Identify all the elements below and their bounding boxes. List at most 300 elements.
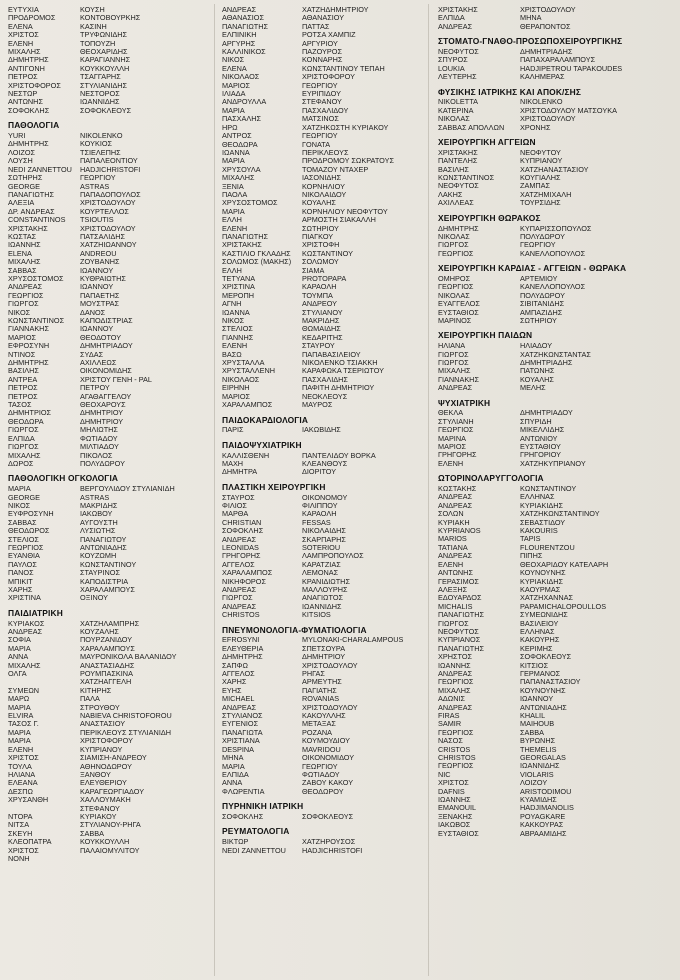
last-name: ΒΥΡΩΝΗΣ (520, 736, 556, 746)
last-name: ΧΑΤΖΗΚΩΝΣΤΑΝΤΑΣ (520, 349, 591, 359)
last-name: ΚΩΣΤΑΝΤΙΝΟΥ (302, 248, 353, 258)
specialty-section (438, 37, 674, 81)
first-name: ΤΑΣΟΣ (8, 400, 32, 410)
first-name: ΓΕΩΡΓΙΟΣ (438, 425, 474, 435)
specialty-section (438, 138, 674, 208)
first-name: ΑΝΔΡΕΑΣ (438, 21, 473, 31)
first-name: ΝΟΝΗ (8, 853, 30, 863)
last-name: POYAGKARE (520, 811, 566, 821)
last-name: ΚΟΥΖΑΛΗΣ (80, 627, 119, 637)
last-name: ΔΙΟΡΙΤΟΥ (302, 467, 337, 477)
first-name: ΛΟΥΣΗ (8, 156, 33, 166)
last-name: ΣΤΥΛΙΑΝΟΥ (302, 307, 343, 317)
last-name: ΦΩΤΙΑΔΟΥ (302, 769, 340, 779)
first-name: ΜΕΡΟΠΗ (222, 290, 255, 300)
last-name: ΠΙΠΗΣ (520, 551, 543, 561)
specialty-heading: ΠΑΘΟΛΟΓΙΚΗ ΟΓΚΟΛΟΓΙΑ (8, 473, 119, 484)
last-name: ΠΑΠΑΛΕΟΝΤΙΟΥ (80, 156, 138, 166)
last-name: ΜΑΚΡΙΔΗΣ (302, 316, 340, 326)
last-name: ΑΝΤΩΝΙΟΥ (520, 433, 558, 443)
specialty-section (8, 121, 212, 468)
last-name: ΓΕΩΡΓΙΟΥ (302, 131, 338, 141)
last-name: ΚΟΥΚΚΟΥΛΛΗ (80, 837, 130, 847)
doctor-entry (438, 720, 674, 728)
first-name: ΙΑΚΩΒΟΣ (438, 820, 471, 830)
last-name: ΑΒΡΑΑΜΙΔΗΣ (520, 828, 567, 838)
first-name: ΑΝΔΡΕΑΣ (438, 383, 473, 393)
last-name: ΣΙΒΙΤΑΝΙΔΗΣ (520, 299, 565, 309)
last-name: ΜΙΛΤΙΑΔΟΥ (80, 442, 119, 452)
last-name: ΤΟΠΟΥΖΗ (80, 38, 116, 48)
last-name: HADJICHRISTOFI (80, 164, 141, 174)
first-name: ΠΑΝΑΓΙΩΤΗΣ (222, 231, 269, 241)
doctor-entry (8, 460, 212, 468)
first-name: ΠΑΡΙΣ (222, 425, 244, 435)
last-name: ΚΑΚΟΥΛΛΗΣ (302, 711, 346, 721)
first-name: ΜΑΡΙΑ (222, 156, 245, 166)
first-name: ΜΑΡΘΑ (222, 509, 249, 519)
last-name: ΣΑΒΒΑ (80, 828, 104, 838)
last-name: ΧΡΙΣΤΟΦΗ (302, 240, 340, 250)
first-name: ΧΡΙΣΤΟΣ (8, 845, 39, 855)
last-name: ΠΑΓΙΑΤΗΣ (302, 685, 337, 695)
first-name: ΝΤΙΝΟΣ (8, 349, 36, 359)
last-name: ΑΝΑΣΤΑΣΙΑΔΗΣ (80, 660, 135, 670)
last-name: GEORGALAS (520, 753, 566, 763)
first-name: ΣΩΤΗΡΗΣ (8, 173, 43, 183)
first-name: ΣΟΛΩΜΟΣ (ΜΑΚΗΣ) (222, 257, 292, 267)
first-name: ΜΑΧΗ (222, 458, 244, 468)
first-name: LEONIDAS (222, 542, 259, 552)
last-name: ΣΠΥΡΙΔΗ (520, 416, 552, 426)
first-name: ΣΤΑΥΡΟΣ (222, 492, 255, 502)
last-name: ΠΑΖΟΥΡΟΣ (302, 47, 342, 57)
last-name: ΠΡΟΔΡΟΜΟΥ ΣΩΚΡΑΤΟΥΣ (302, 156, 394, 166)
last-name: ΣΤΕΦΑΝΟΥ (80, 803, 120, 813)
last-name: ΕΛΛΗΝΑΣ (520, 626, 555, 636)
last-name: ΚΟΥΣΗ (80, 5, 105, 14)
doctor-entry (222, 788, 426, 796)
first-name: ΓΙΩΡΓΟΣ (438, 349, 469, 359)
last-name: ΟΙΚΟΝΟΜΟΥ (302, 492, 348, 502)
last-name: ΡΗΓΑΣ (302, 669, 325, 679)
first-name: KYPRIANOS (438, 526, 481, 536)
first-name: GEORGE (8, 492, 41, 502)
first-name: ΧΡΗΣΤΟΣ (438, 652, 473, 662)
first-name: ΜΑΡΙΟΣ (8, 332, 37, 342)
specialty-section (438, 6, 674, 31)
first-name: ΣΑΠΦΩ (222, 660, 248, 670)
first-name: ΓΙΩΡΓΟΣ (222, 593, 253, 603)
last-name: ΚΩΝΣΤΑΝΤΙΝΟΥ (80, 559, 137, 569)
last-name: ΟΞΙΝΟΥ (80, 593, 109, 603)
last-name: ASTRAS (80, 181, 110, 191)
first-name: ΑΝΔΡΕΑΣ (8, 627, 43, 637)
first-name: EFROSYNI (222, 635, 260, 645)
first-name: ΣΟΦΟΚΛΗΣ (222, 526, 264, 536)
last-name: ΠΑΤΣΑΛΙΔΗΣ (80, 231, 125, 241)
first-name: ΣΑΒΒΑΣ (8, 517, 37, 527)
first-name: ΑΝΝΑ (222, 778, 243, 788)
last-name: ΧΡΙΣΤΟΔΟΥΛΟΥ (302, 702, 358, 712)
last-name: ΝΙΚΟΛΑΙΔΗΣ (302, 526, 346, 536)
last-name: ΛΑΜΠΡΟΠΟΥΛΟΣ (302, 551, 364, 561)
last-name: ΚΟΥΚΚΟΥΛΛΗ (80, 63, 130, 73)
first-name: ΙΩΑΝΝΗΣ (438, 660, 471, 670)
first-name: ΓΕΡΑΣΙΜΟΣ (438, 576, 479, 586)
first-name: ΣΑΒΒΑΣ (8, 265, 37, 275)
last-name: ΠΑΠΑΔΟΠΟΥΛΟΣ (80, 189, 141, 199)
first-name: ΝΙΚΟΣ (222, 55, 245, 65)
last-name: ΦΙΛΙΠΠΟΥ (302, 500, 338, 510)
last-name: ΔΗΜΗΤΡΙΟΥ (302, 652, 346, 662)
first-name: ΜΙΧΑΛΗΣ (8, 257, 41, 267)
first-name: ΒΑΣΙΛΗΣ (8, 366, 39, 376)
last-name: ΙΩΑΝΝΟΥ (80, 265, 114, 275)
first-name: ΛΟΙΖΟΣ (8, 147, 36, 157)
first-name: ΚΛΕΟΠΑΤΡΑ (8, 837, 52, 847)
last-name: ΝΙΚΟΛΕΝΚΟ ΤΣΙΑΚΚΗ (302, 358, 378, 368)
first-name: ΑΝΤΡΟΣ (222, 131, 252, 141)
specialty-section (222, 6, 426, 410)
specialty-heading: ΧΕΙΡΟΥΡΓΙΚΗ ΑΓΓΕΙΩΝ (438, 137, 536, 148)
last-name: ΧΑΤΖΗΑΓΓΕΛΗ (80, 677, 132, 687)
first-name: ΑΝΔΡΟΥΛΛΑ (222, 97, 267, 107)
last-name: SOTERIOU (302, 542, 341, 552)
first-name: ΕΛΕΝΗ (438, 559, 464, 569)
first-name: ΧΡΥΣΟΣΤΟΜΟΣ (8, 273, 64, 283)
doctor-entry (438, 317, 674, 325)
last-name: ΕΥΡΙΠΙΔΟΥ (302, 89, 341, 99)
last-name: ΠΟΥΡΖΑΝΙΔΟΥ (80, 635, 133, 645)
last-name: ΔΗΜΗΤΡΙΑΔΗΣ (520, 357, 573, 367)
last-name: ΚΟΥΜΟΥΔΙΟΥ (302, 736, 351, 746)
first-name: ΜΑΡΙΑ (222, 761, 245, 771)
first-name: ΜΑΡΙΑ (8, 736, 31, 746)
last-name: ΙΩΑΝΝΟΥ (520, 694, 554, 704)
last-name: ΣΟΦΟΚΛΕΟΥΣ (520, 652, 572, 662)
first-name: ΘΕΟΔΩΡΑ (8, 416, 44, 426)
first-name: ΘΕΟΔΩΡΑ (222, 139, 258, 149)
first-name: ΑΝΔΡΕΑΣ (222, 534, 257, 544)
column-2 (222, 6, 426, 860)
last-name: ΛΥΣΙΩΤΗΣ (80, 526, 116, 536)
first-name: ΤΕΤΥΑΝΑ (222, 274, 256, 283)
last-name: HADJIMANOLIS (520, 803, 574, 813)
first-name: ΕΥΦΡΟΣΥΝΗ (8, 509, 54, 519)
first-name: ΞΕΝΙΑ (222, 181, 244, 191)
first-name: ΜΑΡΙΑ (8, 484, 31, 494)
first-name: ΠΑΥΛΟΣ (8, 559, 37, 569)
last-name: MAVRIDOU (302, 744, 341, 754)
last-name: ΧΡΙΣΤΟΔΟΥΛΟΥ (302, 660, 358, 670)
last-name: ΚΑΚΟΥΡΗΣ (520, 635, 560, 645)
specialty-heading: ΩΤΟΡΙΝΟΛΑΡΥΓΓΟΛΟΓΙΑ (438, 473, 544, 484)
doctor-entry (438, 250, 674, 258)
last-name: ΠΟΛΥΔΩΡΟΥ (520, 290, 565, 300)
last-name: ΧΡΙΣΤΟΔΟΥΛΟΥ (80, 223, 136, 233)
first-name: ΚΩΣΤΑΚΗΣ (438, 484, 477, 494)
last-name: ΑΧΙΛΛΕΩΣ (80, 358, 117, 368)
first-name: ΜΑΡΙΝΑ (438, 433, 466, 443)
last-name: ΦΩΤΙΑΔΟΥ (80, 433, 118, 443)
first-name: ΝΑΣΟΣ (438, 736, 463, 746)
last-name: ΣΟΦΟΚΛΕΟΥΣ (80, 105, 132, 115)
first-name: CHRISTIAN (222, 517, 262, 527)
first-name: LOUKIA (438, 63, 465, 73)
specialty-section (438, 474, 674, 838)
specialty-heading: ΠΑΙΔΟΨΥΧΙΑΤΡΙΚΗ (222, 439, 302, 450)
last-name: ΧΑΛΛΟΥΜΑΚΗ (80, 795, 131, 805)
last-name: ΠΑΠΑΒΑΣΙΛΕΙΟΥ (302, 349, 361, 359)
last-name: ΣΠΕΤΣΟΥΡΑ (302, 643, 346, 653)
last-name: ΚΩΝΣΤΑΝΤΙΝΟΥ ΤΕΠΑΗ (302, 63, 385, 73)
first-name: ΑΝΔΡΕΑΣ (438, 500, 473, 510)
last-name: ΧΑΤΖΗΜΙΧΑΛΗ (520, 189, 572, 199)
first-name: ΕΛΠΙΔΑ (8, 433, 35, 443)
first-name: ΧΡΥΣΤΑΛΛΕΝΗ (222, 366, 276, 376)
first-name: ΧΡΙΣΤΙΑΝΑ (222, 736, 260, 746)
last-name: MAIHOUB (520, 719, 555, 729)
specialty-section (438, 331, 674, 392)
first-name: ΓΕΩΡΓΙΟΣ (8, 290, 44, 300)
first-name: ΝΙΚΟΛΑΣ (438, 114, 470, 124)
last-name: ΓΕΩΡΓΙΟΥ (520, 240, 556, 250)
first-name: ΓΙΑΝΝΑΚΗΣ (438, 374, 479, 384)
first-name: ΑΝΔΡΕΑΣ (222, 584, 257, 594)
first-name: ΠΑΝΑΓΙΩΤΗΣ (8, 189, 55, 199)
first-name: ΔΗΜΗΤΡΗΣ (8, 358, 49, 368)
last-name: ΜΟΥΣΤΡΑΣ (80, 299, 120, 309)
first-name: ΕΛΕΑΝΑ (8, 778, 38, 788)
last-name: ΜΗΛΙΩΤΗΣ (80, 425, 118, 435)
last-name: ΓΕΡΜΑΝΟΣ (520, 668, 561, 678)
first-name: ELENA (8, 248, 32, 258)
last-name: ΚΡΑΝΙΔΙΩΤΗΣ (302, 576, 350, 586)
last-name: ΠΑΝΑΓΙΩΤΟΥ (80, 534, 127, 544)
first-name: ΠΑΝΑΓΙΩΤΑ (222, 727, 263, 737)
first-name: ΓΙΩΡΓΟΣ (438, 240, 469, 250)
last-name: ASTRAS (80, 492, 110, 502)
first-name: ΑΓΓΕΛΟΣ (222, 559, 255, 569)
last-name: ΑΝΔΡΕΟΥ (302, 299, 338, 309)
last-name: ΘΕΟΧΑΡΙΔΗΣ (80, 47, 128, 57)
first-name: ΕΛΕΝΑ (222, 63, 247, 73)
first-name: ΕΛΕΝΗ (222, 223, 248, 233)
doctor-entry (8, 376, 212, 384)
first-name: ΕΥΤΥΧΙΑ (8, 5, 39, 14)
last-name: ΚΟΡΝΗΛΙΟΥ (302, 181, 345, 191)
last-name: ΚΙΤΣΙΟΣ (520, 660, 549, 670)
first-name: ΝΙΚΟΛΑΣ (438, 290, 470, 300)
last-name: ΠΟΛΥΔΩΡΟΥ (520, 231, 565, 241)
doctor-entry (438, 6, 674, 14)
doctor-entry (8, 342, 212, 350)
last-name: ΚΑΡΑΤΖΙΑΣ (302, 559, 341, 569)
doctor-entry (8, 821, 212, 829)
doctor-entry (8, 14, 212, 22)
specialty-section (8, 474, 212, 602)
last-name: ΜΑΤΣΙΝΟΣ (302, 114, 339, 124)
first-name: ΜΑΡΙΑ (222, 105, 245, 115)
last-name: ΓΕΩΡΓΙΟΥ (302, 761, 338, 771)
first-name: ΣΤΕΛΙΟΣ (8, 534, 39, 544)
first-name: ΓΙΑΝΝΑΚΗΣ (8, 324, 49, 334)
last-name: ΑΓΑΘΑΓΓΕΛΟΥ (80, 391, 132, 401)
doctor-entry (222, 401, 426, 409)
first-name: ΣΠΥΡΟΣ (438, 55, 468, 65)
last-name: ΣΤΑΥΡΟΥ (302, 341, 335, 351)
doctor-entry (438, 376, 674, 384)
last-name: NIKOLENKO (80, 131, 123, 141)
first-name: ΕΙΡΗΝΗ (222, 383, 250, 393)
last-name: ΛΟΙΖΟΥ (520, 778, 548, 788)
first-name: CHRISTOS (222, 610, 260, 620)
doctor-entry (438, 527, 674, 535)
specialty-section (438, 264, 674, 325)
first-name: ΕΛΛΗ (222, 215, 242, 225)
first-name: GEORGE (8, 181, 41, 191)
first-name: ΝΕΟΦΥΤΟΣ (438, 626, 479, 636)
last-name: ΚΑΠΟΔΙΣΤΡΙΑ (80, 576, 129, 586)
last-name: ΑΜΠΑΖΙΔΗΣ (520, 307, 563, 317)
last-name: ΚΙΤΗΡΗΣ (80, 685, 112, 695)
first-name: ΓΙΩΡΓΟΣ (8, 299, 39, 309)
last-name: ΧΡΙΣΤΟΦΟΡΟΥ (302, 72, 355, 82)
last-name: ΠΑΠΑΧΑΡΑΛΑΜΠΟΥΣ (520, 55, 596, 65)
first-name: CHRISTOS (438, 753, 476, 763)
specialty-section (438, 214, 674, 258)
first-name: ΑΓΓΕΛΟΣ (222, 669, 255, 679)
last-name: ΘΕΡΑΠΟΝΤΟΣ (520, 21, 571, 31)
first-name: ΔΗΜΗΤΡΗΣ (8, 139, 49, 149)
last-name: ΖΟΥΒΑΝΗΣ (80, 257, 120, 267)
last-name: ΙΑΚΩΒΙΔΗΣ (302, 425, 341, 435)
last-name: ΗΛΙΑΔΟΥ (520, 341, 553, 351)
last-name: ΙΩΑΝΝΟΥ (80, 282, 114, 292)
last-name: ΚΥΠΑΡΙΣΣΟΠΟΥΛΟΣ (520, 223, 592, 233)
last-name: ΚΥΡΙΑΚΙΔΗΣ (520, 500, 564, 510)
last-name: ΟΙΚΟΝΟΜΙΔΟΥ (302, 753, 355, 763)
last-name: ΖΑΒΟΥ ΚΑΚΟΥ (302, 778, 354, 788)
column-3 (438, 6, 674, 843)
first-name: ΕΛΕΝΗ (8, 744, 34, 754)
first-name: ΝΙΤΣΑ (8, 820, 30, 830)
first-name: ΗΛΙΑΝΑ (8, 769, 36, 779)
last-name: NABIEVA CHRISTOFOROU (80, 711, 172, 721)
first-name: ΕΛΕΝΗ (8, 38, 34, 48)
last-name: ΚΟΥΑΛΗΣ (520, 374, 554, 384)
last-name: ΔΗΜΗΤΡΙΑΔΟΥ (520, 408, 573, 418)
first-name: ΕΛΠΙΔΑ (222, 769, 249, 779)
last-name: ΣΑΒΒΑ (520, 727, 544, 737)
first-name: ΠΕΤΡΟΣ (8, 383, 38, 393)
last-name: ΕΛΕΥΘΕΡΙΟΥ (80, 778, 127, 788)
last-name: ΣΕΒΑΣΤΙΔΟΥ (520, 517, 566, 527)
last-name: ΒΑΣΙΛΕΙΟΥ (520, 618, 559, 628)
doctor-entry (8, 594, 212, 602)
doctor-entry (438, 359, 674, 367)
first-name: ΜΙΧΑΛΗΣ (8, 450, 41, 460)
last-name: ΣΥΔΑΣ (80, 349, 104, 359)
first-name: ΤΟΥΛΑ (8, 761, 32, 771)
specialty-section (8, 6, 212, 115)
last-name: ΚΟΝΝΑΡΗΣ (302, 55, 343, 65)
last-name: ΠΑΛΑ (80, 694, 100, 704)
last-name: ΧΑΤΖΗΧΑΝΝΑΣ (520, 593, 574, 603)
last-name: ΙΩΑΝΝΙΔΗΣ (302, 601, 342, 611)
first-name: ΓΕΩΡΓΙΟΣ (438, 282, 474, 292)
first-name: ΘΕΚΛΑ (438, 408, 464, 418)
last-name: ΧΑΤΖΗΚΩΣΤΗ ΚΥΡΙΑΚΟΥ (302, 122, 389, 132)
first-name: ΝΙΚΟΣ (8, 307, 31, 317)
last-name: ΑΥΓΟΥΣΤΗ (80, 517, 118, 527)
last-name: ΧΡΙΣΤΟΔΟΥΛΟΥ (520, 114, 576, 124)
first-name: ΑΝΤΡΕΑ (8, 374, 38, 384)
first-name: ΑΝΔΡΕΑΣ (438, 668, 473, 678)
first-name: ΦΙΛΙΟΣ (222, 500, 247, 510)
first-name: ΕΥΑΝΘΙΑ (8, 551, 40, 561)
last-name: ΚΟΥΚΙΟΣ (80, 139, 113, 149)
last-name: ΚΑΠΟΔΙΣΤΡΙΑΣ (80, 316, 133, 326)
first-name: ΑΛΕΞΗΣ (438, 584, 468, 594)
doctor-entry (222, 426, 426, 434)
first-name: ΠΕΤΡΟΣ (8, 72, 38, 82)
first-name: ΝΙΚΗΦΟΡΟΣ (222, 576, 266, 586)
first-name: ΝΕΟΦΥΤΟΣ (438, 181, 479, 191)
doctor-entry (222, 813, 426, 821)
first-name: ELVIRA (8, 711, 34, 721)
last-name: PROTOPAPA (302, 274, 347, 283)
doctor-entry (438, 704, 674, 712)
last-name: ΚΑΡΑΟΛΗ (302, 282, 337, 292)
first-name: ΣΥΜΕΩΝ (8, 685, 40, 695)
first-name: ΟΛΓΑ (8, 669, 27, 679)
last-name: ΚΕΡΙΜΗΣ (520, 643, 553, 653)
last-name: ΚΟΥΑΛΗΣ (302, 198, 336, 208)
last-name: ΡΟΥΜΠΑΣΚΙΝΑ (80, 669, 133, 679)
last-name: ΘΕΟΧΑΡΙΔΟΥ ΚΑΤΕΛΑΡΗ (520, 559, 609, 569)
first-name: ΔΡ. ΑΝΔΡΕΑΣ (8, 206, 55, 216)
first-name: ΠΑΝΑΓΙΩΤΗΣ (222, 21, 269, 31)
doctor-entry (438, 762, 674, 770)
first-name: ΓΡΗΓΟΡΗΣ (222, 551, 261, 561)
last-name: ΑΝΑΓΙΩΤΟΣ (302, 593, 344, 603)
last-name: ΧΡΟΝΗΣ (520, 122, 551, 132)
last-name: KHALIL (520, 711, 546, 720)
last-name: HADJICHRISTOFI (302, 845, 363, 855)
first-name: ΧΡΥΣΑΝΘΗ (8, 795, 49, 805)
specialty-section (438, 399, 674, 469)
first-name: ΜΑΡΙΑ (8, 727, 31, 737)
last-name: ΡΟΤΣΑ ΧΑΜΠΙΖ (302, 30, 356, 40)
doctor-entry (438, 729, 674, 737)
first-name: ΑΛΕΞΙΑ (8, 198, 35, 208)
first-name: ΕΛΕΥΘΕΡΙΑ (222, 643, 264, 653)
first-name: ΚΥΠΡΙΑΝΟΣ (438, 635, 481, 645)
first-name: ΣΟΦΟΚΛΗΣ (222, 811, 264, 821)
last-name: ΑΡΓΥΡΙΟΥ (302, 38, 338, 48)
specialty-heading: ΠΛΑΣΤΙΚΗ ΧΕΙΡΟΥΡΓΙΚΗ (222, 481, 326, 492)
first-name: ΓΙΩΡΓΟΣ (8, 442, 39, 452)
first-name: ΧΑΡΗΣ (222, 677, 247, 687)
last-name: ΧΑΡΑΛΑΜΠΟΥΣ (80, 585, 135, 594)
doctor-entry (8, 300, 212, 308)
first-name: ΜΑΡΙΑ (222, 206, 245, 216)
last-name: ΠΑΠΑΕΤΗΣ (80, 290, 120, 300)
first-name: ΙΩΑΝΝΗΣ (438, 795, 471, 805)
specialty-heading: ΠΝΕΥΜΟΝΟΛΟΓΙΑ-ΦΥΜΑΤΙΟΛΟΓΙΑ (222, 624, 367, 635)
